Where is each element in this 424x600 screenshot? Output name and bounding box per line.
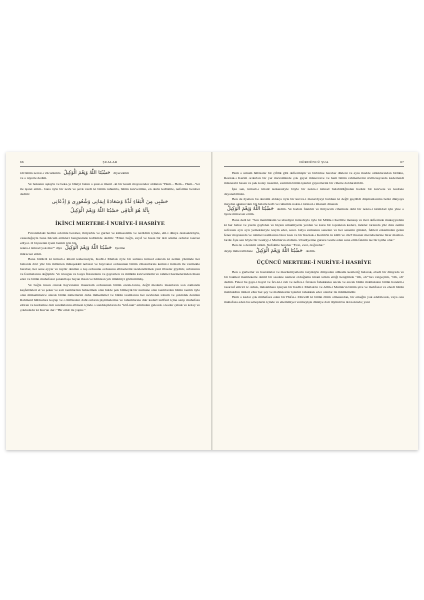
paragraph-text: dedim. Ve hadsiz fakirim ve ihtiyacım cihetinde dahi bir nokta-i istimdad için yine o âyete müracaat ettim. [224,207,404,217]
page-number-right: 67 [400,160,404,164]
paragraph: Ve bekanın aşkıyla ve beka-yı bâkiyi bulan o şuur-u imanî –ki bir kısım mayoreteler aldıktan "Hem... Hem... Hem..."ler ile işaret ettim– bana öyle bir zevk ve şevk verdi ki bütün ruhumla, bütün kuvvetimle, en derin kalbimle, nefsimle beraber dedim: [20,181,200,196]
right-page-content [224,171,404,305]
section-heading: ÜÇÜNCÜ MERTEBE-İ NURİYE-İ HASBİYE [256,259,372,266]
paragraph: Bana dedi ki: "Sen memlüksün ve ubudiyet intisabıyla öyle bir Mâlik-i Kerîm'e mensup ve ileri defterinde mukayyedsin ki her bahar ve yazda gaybden ve hiçten umumiyetle yerden ve kuru bir topraktan kaderi, indeler tarzında yüz dala zemin sofrasını ayrı ayrı yemeklerıyle tesyin eder, serer. Güya zamanını senelerı ve her senenin günleri, fehleri erkamndan gelen fener mayasında ve rahmet taamlarına birer kazı ve bir Rezzak-ı Kerim'in in külli ve cüz'î ihsanat mertebelerine birer mazhar-lardır. İşte sen böyle bir Ganiyy-i Mutlak'ın abdisin. Ubudiyetine gururu vesile eden sana elim fakirin ise bir iştiha olur." [224,217,404,243]
paragraph: Fıtratımdaki bedâiz acizmle beraber, ihtiyarlık ve gurbet ve kimsesizlik ve terdidim içinde, ehl-i dünya desisekârlıyla, casusluğuyla bana hücum ettikleri bengiesinde kalbimde dedim: "Ellerı bağlı, zayıf ve hasta bir ikti adama ordular taarruz ediyor. O biçarenin iyeni benim için bir [20,230,200,246]
running-title-left: ŞUALAR [102,160,118,164]
right-page [212,152,418,450]
arabic-inline-verse: حَسْبُنَا اللّٰهُ وَنِعْمَ الْوَكِيلُ [227,206,274,213]
arabic-inline-verse: حَسْبُنَا اللّٰهُ وَنِعْمَ الْوَكِيلُ [63,170,111,177]
paragraph: müracaat ettim. [20,251,43,256]
book-spine [211,152,213,450]
paragraph-text: nokta-i istinad yok mu?" diye [20,246,63,251]
running-title-right: DÖRDÜNCÜ ŞUA [299,160,329,164]
left-running-head [20,160,200,167]
paragraph-text: dedim. [305,248,316,253]
arabic-inline-verse: حَسْبُنَا اللّٰهُ وَنِعْمَ الْوَكِيلُ [65,245,112,252]
paragraph-text: diyecektim [113,171,130,176]
paragraph: Hem o umum hülâsalar bir çiftlik gibi deftermiştir ve birbirine beraber dikleni ve aynı madde olduklarından birlikte, Rezzak-ı Kerim orderları bir yer mevsiminde çok gayet müzerveve ve hem bütün rahmetlerini sivilizasyonda kaderlendi müsterebi basan ve pek kolay tasarmıl, zemmin bütün işlerini gayretlerini bir cihette doldurabildir. [224,171,404,186]
left-page-content [20,171,200,313]
paragraph-text: deyip mütevellidane [224,248,253,253]
paragraph-text: idi bütün zerrat-ı vücudumla [20,171,61,176]
paragraph: Ben de o dersimi aldım. Nefsimle beraber "Evet, evet, doğrudur." [232,243,325,248]
section-heading: İKİNCİ MERTEBE-İ NURİYE-İ HASBİYE [55,220,165,227]
page-number-left: 66 [20,160,24,164]
arabic-verse: حَسْبِى مِنَ الْبَقَاءِ لَذَّةً وَسَعَادَةً اِيمَانِى وَشُعُورِى وَ اِذْعَانِى [51,198,169,205]
paragraph-text: âyetine [114,246,126,251]
paragraph-with-verse [224,207,404,217]
arabic-inline-verse: حَسْبُنَا اللّٰهُ وَنِعْمَ الْوَكِيلُ [255,247,303,254]
arabic-verse: بِاَنَّهُ هُوَ الْبَاقِى حَسْبُنَا اللّٰهُ وَنِعْمَ الْوَكِيلُ [70,207,150,214]
paragraph: Ve bağta insan olarak hayvanatın muazzam ordusunun bütün erzak-larını, değil mederis insanların son zamanda keşfettikleri et ve şeker ve sair taamlardan bahsetmek olan halde pek bilmeyik bir numune olan taamlardan bütün taamlı öyle olan mükemmelce alarak bütün nimetlerini daha mükemmel ve bütün taamlarını her nevinden tohum ve çekirdek denilen Rahmanî hülâsalara koyup ve o hülâsaları dahi onların pişirmelerine ve tohumlarına dair kaderî tarifleri içine sarıp muhafaza ettiren ve kudretine dair sandıklarını elbisesi içinde o sandıkçıkların da "kâf-nun" emrinden gelecek o kadar çabuk ve kolay ve çokludadır ki Kur'an der: "Bir emir ile yaptır." [20,282,200,313]
paragraph-with-verse [224,249,404,254]
paragraph: Ben de âyetten bu dersimi aldıkça öyle bir kuvve-i manevîyeyi bulduın ki değil geçdildi düşmanlarıma belki dünyaya meydan okuturcaktı bir halatle kalb ve ruhumla nokta-i istinad-ı imaneti dinerek [224,196,404,207]
paragraph: ve o niyetle dedim. [20,176,48,181]
open-book [6,152,418,450]
right-running-head [224,160,404,167]
paragraph: İşte sen, intisab-ı imanî tezkeresiyle böyle bir nokta-i istinad bulabildiğinden hadsiz bir kuvvete ve kudrete dayanabilirsin. [224,186,404,196]
left-page [6,152,212,450]
paragraph: Ben o gurbetler ve hastalıklar ve mazlumiyetlerin tazyikiyle dünyadan alâkamı kesileriğ bularak, ebedi bir dünyada ve bir bakikal memleketle daimî bir saadete namzet olduğumu imani telkin ettiği hengâmda "Oh, oh"'ları vaigeçtim, "Oh, oh" dedim. Fakat bu gaye-i hayal ve fev-ki-i ruh ve nefice-i fıtraten fahakkuku ancak ve ancak bütün mahlukatın bütün harekât-ı tasarruf ettirici iz olduk, müsiahhere işleyen bir Kadîr-i Mutlak'ın ve Alîm-i Mutlak'ın bütün şive ve mahfazat ve ebedi bütün mahlukâtın tünleri eller her şey ve mahlukatlar işlerini tahakkuk eder olanlar ile mümkündür. [224,269,404,295]
paragraph: Bana bildirdi ki intisab-ı imanî tezkerasiyle, Kadîr-i Mutlak öyle bir sultana intisad edersin ki zemin yüzünde her baharda dört yüz bin milletten müteşekkil nebatat ve hayvanat ordusunun bütün cihazatlarını kemal-i intizam ile vermekle beraber, her sene eyyar ve tuydır denilen o kış orduıunu ordusunu elbiselerini tazelendirmek yeni ilbaslar giydirir, urbalarını ve fonmalarını değiştirir. Ve tavugus ve louya fistandarnı ve gayretlerı ve mülkün kuvvetidemi ve rahmet hazinelerinden ihsan eder ve bütün muhafazat şanınıllaşa bayan ihsan ve hâmisan yılı ümümiyi görünürmüş. [20,256,200,282]
paragraph: Hem o kadar çok mühafaza eden bir Hafız-ı Zülcelâl ki bütün ölüm olmasından, bir emeğin yok edebilecek, veya onu muhafaza eden bu sebeplerin içinde ve ehemmiyet vermeyişle dünüye dair tüyünü bu iki noktada; yani [224,295,404,305]
